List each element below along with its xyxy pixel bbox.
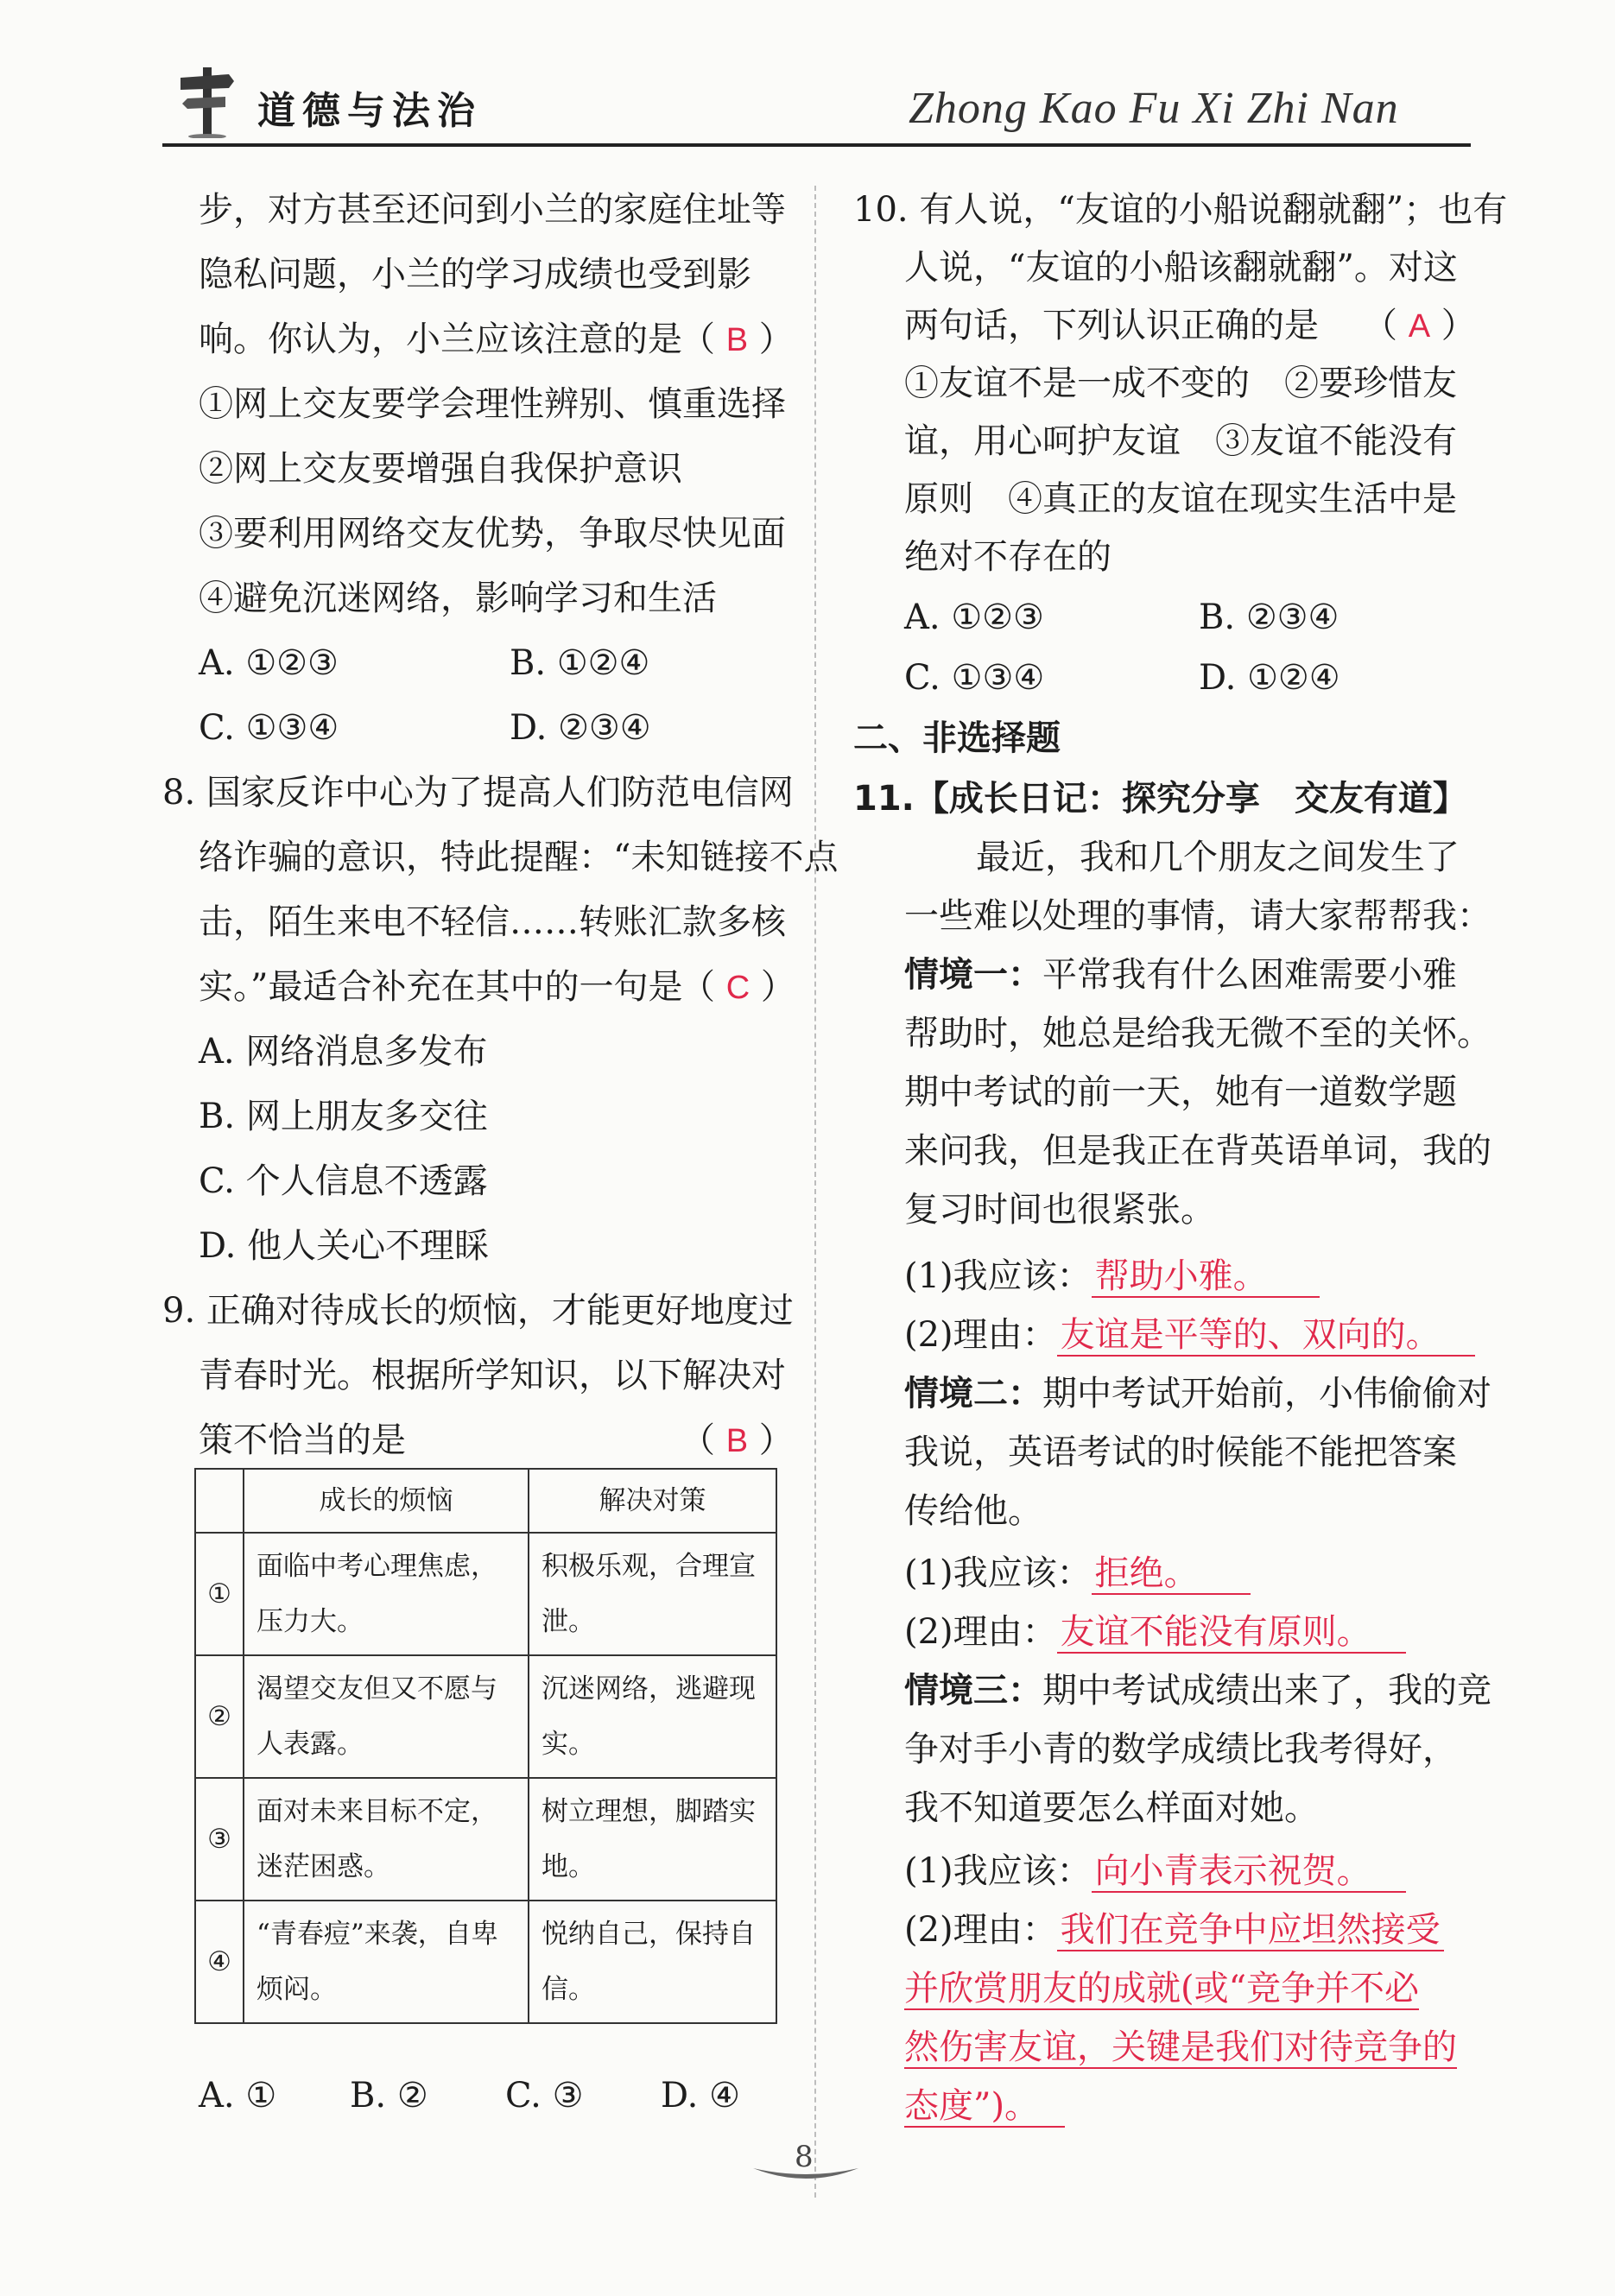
scenario-3-text: 我不知道要怎么样面对她。 <box>904 1788 1319 1828</box>
q7-item: ①网上交友要学会理性辨别、慎重选择 <box>199 384 786 424</box>
scenario-2-text: 期中考试开始前，小伟偷偷对 <box>1042 1374 1492 1414</box>
prompt-label: (1)我应该： <box>904 1256 1092 1296</box>
q10-option-c: C. ①③④ <box>904 658 1045 698</box>
q11-intro: 最近，我和几个朋友之间发生了 <box>976 838 1460 877</box>
answer-text: 然伤害友谊，关键是我们对待竞争的 <box>904 2027 1457 2067</box>
scenario-2-answer-2: 友谊不能没有原则。 <box>1057 1612 1406 1654</box>
q10-item: 绝对不存在的 <box>904 537 1112 577</box>
worries-table <box>194 1468 777 2024</box>
q10-answer-bracket: （ A ） <box>1363 306 1476 345</box>
scenario-1-text: 平常我有什么困难需要小雅 <box>1042 955 1457 995</box>
q10-line: 两句话，下列认识正确的是 <box>904 306 1319 345</box>
answer-text: 态度”)。 <box>904 2086 1065 2128</box>
q8-line: 击，陌生来电不轻信……转账汇款多核 <box>199 902 786 942</box>
q8-option-b: B. 网上朋友多交往 <box>199 1097 488 1136</box>
q9-option-c: C. ③ <box>505 2076 584 2116</box>
q7-option-a: A. ①②③ <box>199 643 339 683</box>
scenario-1-text: 复习时间也很紧张。 <box>904 1190 1215 1230</box>
solution-cell: 积极乐观，合理宣泄。 <box>529 1533 776 1655</box>
q7-answer: B <box>725 322 749 358</box>
scenario-1-label: 情境一： <box>904 955 1042 995</box>
scenario-2-answer-1: 拒绝。 <box>1092 1553 1251 1595</box>
scenario-3-answer-2: 我们在竞争中应坦然接受 <box>1057 1910 1444 1951</box>
scenario-3-answer-1: 向小青表示祝贺。 <box>1092 1851 1406 1893</box>
q7-line: 隐私问题，小兰的学习成绩也受到影 <box>199 255 751 294</box>
scenario-3-text: 期中考试成绩出来了，我的竞 <box>1042 1671 1492 1711</box>
header-divider <box>162 143 1471 147</box>
prompt-label: (1)我应该： <box>904 1553 1092 1593</box>
q7-option-d: D. ②③④ <box>510 708 651 748</box>
q8-option-d: D. 他人关心不理睬 <box>199 1226 490 1266</box>
q11-heading: 11.【成长日记：探究分享 交友有道】 <box>853 779 1467 819</box>
scenario-2-text: 传给他。 <box>904 1491 1042 1531</box>
scenario-2-label: 情境二： <box>904 1374 1042 1414</box>
table-row <box>195 1901 776 2023</box>
worry-cell: “青春痘”来袭，自卑烦闷。 <box>244 1901 529 2023</box>
q8-option-a: A. 网络消息多发布 <box>199 1032 488 1072</box>
table-header-cell: 解决对策 <box>529 1469 776 1533</box>
page-number: 8 <box>795 2140 814 2174</box>
q7-line: 响。你认为，小兰应该注意的是 <box>199 319 682 359</box>
scenario-1-text: 来问我，但是我正在背英语单词，我的 <box>904 1131 1492 1171</box>
q10-option-a: A. ①②③ <box>904 598 1044 637</box>
q9-answer: B <box>725 1423 749 1459</box>
q7-answer-bracket: （ B ） <box>681 319 794 359</box>
table-header-cell: 成长的烦恼 <box>244 1469 529 1533</box>
table-header-row <box>195 1469 776 1533</box>
q8-line: 8. 国家反诈中心为了提高人们防范电信网 <box>162 773 794 813</box>
scenario-3-q2 <box>904 1908 1444 1951</box>
solution-cell: 沉迷网络，逃避现实。 <box>529 1655 776 1778</box>
q8-option-c: C. 个人信息不透露 <box>199 1161 488 1201</box>
worry-cell: 渴望交友但又不愿与人表露。 <box>244 1655 529 1778</box>
q10-line: 10. 有人说，“友谊的小船说翻就翻”；也有 <box>853 190 1508 230</box>
solution-cell: 悦纳自己，保持自信。 <box>529 1901 776 2023</box>
row-number: ④ <box>195 1901 244 2023</box>
scenario-2-line <box>904 1372 1492 1415</box>
q10-answer: A <box>1408 308 1431 345</box>
q10-item: 谊，用心呵护友谊 ③友谊不能没有 <box>904 421 1457 461</box>
scenario-1-text: 帮助时，她总是给我无微不至的关怀。 <box>904 1014 1492 1053</box>
scenario-3-answer-2-cont <box>904 2026 1457 2069</box>
row-number: ① <box>195 1533 244 1655</box>
table-header-cell <box>195 1469 244 1533</box>
q7-item: ②网上交友要增强自我保护意识 <box>199 449 682 489</box>
header-subtitle: Zhong Kao Fu Xi Zhi Nan <box>909 84 1399 133</box>
worry-cell: 面临中考心理焦虑，压力大。 <box>244 1533 529 1655</box>
q11-intro: 一些难以处理的事情，请大家帮帮我： <box>904 896 1492 936</box>
scenario-3-q1 <box>904 1850 1406 1893</box>
q7-item: ④避免沉迷网络，影响学习和生活 <box>199 579 717 618</box>
solution-cell: 树立理想，脚踏实地。 <box>529 1778 776 1901</box>
signpost-icon <box>177 64 238 138</box>
scenario-2-q2 <box>904 1610 1406 1654</box>
q7-line: 步，对方甚至还问到小兰的家庭住址等 <box>199 190 786 230</box>
answer-text: 并欣赏朋友的成就(或“竞争并不必 <box>904 1969 1420 2008</box>
q9-line: 青春时光。根据所学知识，以下解决对 <box>199 1356 786 1395</box>
q9-option-a: A. ① <box>199 2076 277 2116</box>
q8-line: 络诈骗的意识，特此提醒：“未知链接不点 <box>199 838 839 877</box>
q8-line: 实。”最适合补充在其中的一句是 <box>199 967 683 1007</box>
prompt-label: (2)理由： <box>904 1612 1057 1652</box>
scenario-3-text: 争对手小青的数学成绩比我考得好， <box>904 1730 1457 1769</box>
prompt-label: (2)理由： <box>904 1910 1057 1950</box>
q9-line: 策不恰当的是 <box>199 1420 406 1460</box>
q9-option-b: B. ② <box>350 2076 428 2116</box>
scenario-3-label: 情境三： <box>904 1671 1042 1711</box>
prompt-label: (2)理由： <box>904 1315 1057 1355</box>
q7-option-b: B. ①②④ <box>510 643 650 683</box>
scenario-1-q2 <box>904 1313 1475 1357</box>
scenario-1-line <box>904 953 1457 996</box>
scenario-2-q1 <box>904 1552 1251 1595</box>
q10-line: 人说，“友谊的小船该翻就翻”。对这 <box>904 248 1458 288</box>
q9-option-d: D. ④ <box>661 2076 740 2116</box>
scenario-2-text: 我说，英语考试的时候能不能把答案 <box>904 1433 1457 1472</box>
q8-answer-bracket: （ C ） <box>681 967 795 1007</box>
scenario-1-q1 <box>904 1255 1320 1298</box>
header-title: 道德与法治 <box>257 89 482 133</box>
worry-cell: 面对未来目标不定，迷茫困惑。 <box>244 1778 529 1901</box>
scenario-3-answer-2-cont <box>904 2084 1065 2128</box>
table-row <box>195 1655 776 1778</box>
table-row <box>195 1778 776 1901</box>
q8-answer: C <box>725 970 750 1006</box>
scenario-3-line <box>904 1669 1492 1712</box>
scenario-3-answer-2-cont <box>904 1967 1419 2010</box>
scenario-1-answer-1: 帮助小雅。 <box>1092 1256 1320 1298</box>
table-row <box>195 1533 776 1655</box>
section-heading: 二、非选择题 <box>853 718 1061 758</box>
scenario-1-text: 期中考试的前一天，她有一道数学题 <box>904 1072 1457 1112</box>
q7-option-c: C. ①③④ <box>199 708 339 748</box>
q10-option-b: B. ②③④ <box>1199 598 1340 637</box>
q10-option-d: D. ①②④ <box>1199 658 1340 698</box>
q7-item: ③要利用网络交友优势，争取尽快见面 <box>199 514 786 553</box>
page-swoosh-icon <box>750 2163 862 2185</box>
column-divider <box>814 186 816 2198</box>
q10-item: 原则 ④真正的友谊在现实生活中是 <box>904 479 1457 519</box>
row-number: ② <box>195 1655 244 1778</box>
prompt-label: (1)我应该： <box>904 1851 1092 1891</box>
q10-item: ①友谊不是一成不变的 ②要珍惜友 <box>904 364 1457 403</box>
q9-answer-bracket: （ B ） <box>681 1420 794 1460</box>
scenario-1-answer-2: 友谊是平等的、双向的。 <box>1057 1315 1475 1357</box>
q9-line: 9. 正确对待成长的烦恼，才能更好地度过 <box>162 1291 794 1331</box>
row-number: ③ <box>195 1778 244 1901</box>
